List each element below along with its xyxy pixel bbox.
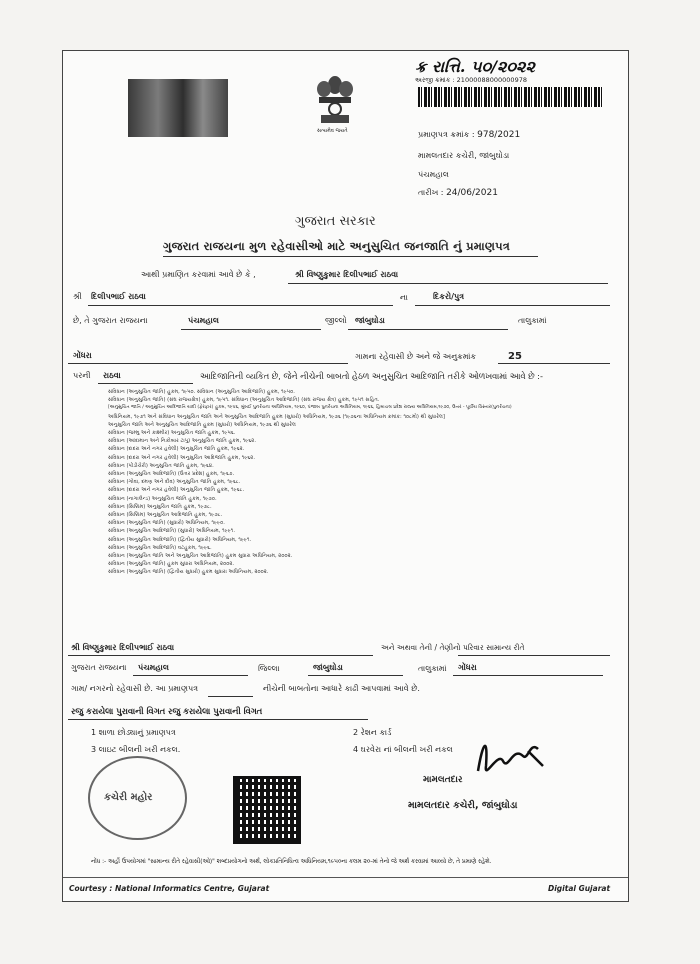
- state-text-2: ગુજરાત રાજયના: [71, 663, 127, 672]
- na-label: ના: [400, 293, 408, 302]
- issue-date: 24/06/2021: [446, 188, 498, 198]
- gov-title: ગુજરાત સરકાર: [295, 214, 376, 229]
- order-item: [અનુસુચિત જાતિ / અનુસુચિત આદિજાતિ યાદી (ફેરફાર) હુકમ, ૧૯૫૬, મુંબઈ પુનર્રચના અધિનિયમ, ૧૯૬૦, પંજાબ પુનર્રચના અધિનિયમ, ૧૯૬૬, હિમાચલ પ્રદેશ રાજ્ય અધિનિયમ,૧૯૭૦, ઉત્તર - પૂર્વીય વિસ્તાર(પુનર્રચના): [108, 405, 512, 411]
- evidence-item: 4 ઘરવેરા નાં બીલની ખરી નકલ: [353, 745, 453, 754]
- barcode: [418, 87, 603, 107]
- order-item: સંવિધાન (આંદામાન અને નિકોબાર ટાપુ) અનુસુચિત જાતિ હુકમ, ૧૯૬૨.: [108, 438, 256, 445]
- order-item: અનુસુચિત જાતિ અને અનુસુચિત આદિજાતિ હુકમ (સુધારો) અધિનિયમ, ૧૯૭૬ થી સુધારેલ: [108, 421, 296, 428]
- order-item: સંવિધાન (અનુસુચિત આદિજાતિ) (દ્વિતીય સુધારો) અધિનિયમ, ૧૯૯૧.: [108, 536, 252, 543]
- order-item: સંવિધાન (ગોવા, દમણ અને દીવ) અનુસુચિત જાતિ હુકમ, ૧૯૬૮.: [108, 479, 241, 486]
- tribe-text: આદિજાતિની વ્યકિત છે, જેને નીચેની બાબતો હેઠળ અનુસુચિત આદિજાતિ તરીકે ઓળખવામાં આવે છે :-: [200, 371, 543, 381]
- district-value-2: પંચમહાલ: [138, 663, 169, 672]
- signature: [468, 731, 558, 786]
- jillo-label: જીલ્લો: [325, 316, 347, 325]
- order-item: સંવિધાન (સિક્કિમ) અનુસુચિત જાતિ હુકમ, ૧૯૭૮.: [108, 503, 212, 510]
- evidence-item: 3 લાઇટ બીલની ખરી નકલ.: [91, 745, 181, 754]
- tribe: રાઠવા: [103, 371, 121, 380]
- order-item: સંવિધાન (અનુસુચિત જાતિ) (દ્વિતીય સુધારો) હુકમ સુધારા અધિનિયમ, ૨૦૦૨.: [108, 569, 269, 576]
- orders-list: [108, 388, 512, 577]
- evidence-heading: રજુ કરાયેલા પુરાવાની વિગત રજુ કરાયેલા પુરાવાની વિગત: [71, 706, 263, 716]
- issuing-district: પંચમહાલ: [418, 170, 449, 179]
- shri-label: શ્રી: [73, 292, 82, 301]
- order-item: સંવિધાન (અનુસુચિત આદિજાતિ) (ઉત્તર પ્રદેશ) હુકમ, ૧૯૬૭.: [108, 471, 235, 478]
- applicant-name: શ્રી વિષ્ણુકુમાર દિલીપભાઈ રાઠવા: [295, 270, 399, 279]
- order-item: સંવિધાન (નાગાલેન્ડ) અનુસુચિત જાતિ હુકમ, ૧૯૭૦.: [108, 495, 217, 502]
- barcode-label: અરજી ક્રમાંક : 21000088000000978: [415, 76, 527, 84]
- village: ગોંધરા: [73, 351, 92, 360]
- issued-text: નીચેની બાબતોના આધારે કાઢી આપવામાં આવે છે.: [263, 684, 420, 693]
- signatory-office: મામલતદાર કચેરી, જાંબુઘોડા: [408, 800, 518, 811]
- order-item: સંવિધાન (અનુસુચિત જાતિ) હુકમ, ૧૯૫૦. સંવિધાન (અનુસુચિત આદિજાતિ) હુકમ, ૧૯૫૦.: [108, 389, 295, 395]
- order-item: સંવિધાન (અનુસુચિત જાતિ) (સંઘ રાજયક્ષેત્ર) હુકમ, ૧૯૫૧. સંવિધાન (અનુસુચિત આદિજાતિ) (સંઘ રાજય ક્ષેત્ર) હુકમ, ૧૯૫૧ સહિત.: [108, 397, 380, 404]
- order-item: સંવિધાન (પોંડીચેરી) અનુસુચિત જાતિ હુકમ, ૧૯૬૪.: [108, 462, 214, 469]
- courtesy-text: Courtesy : National Informatics Centre, Gujarat: [69, 884, 270, 893]
- seal-text: કચેરી મહોર: [104, 792, 153, 803]
- order-item: સંવિધાન (દાદરા અને નગર હવેલી) અનુસુચિત આદિજાતિ હુકમ, ૧૯૬૨.: [108, 454, 255, 461]
- order-item: સંવિધાન (અનુસુચિત આદિજાતિ) (સુધારો) અધિનિયમ, ૧૯૯૧.: [108, 528, 235, 535]
- certificate-no: 978/2021: [477, 130, 521, 140]
- date-label: તારીખ :: [418, 188, 444, 197]
- certificate-subtitle: ગુજરાત રાજયના મુળ રહેવાસીઓ માટે અનુસુચિત જનજાતિ નું પ્રમાણપત્ર: [163, 239, 511, 253]
- relation: દિકરો/પુત્ર: [433, 292, 465, 301]
- order-item: સંવિધાન (અનુસુચિત જાતિ) હુકમ સુધારા અધિનિયમ, ૨૦૦૨.: [108, 561, 235, 568]
- digital-gujarat-brand: Digital Gujarat: [548, 884, 611, 893]
- evidence-item: 2 રેશન કાર્ડ: [353, 728, 392, 737]
- emblem-icon: [313, 73, 357, 135]
- order-item: સંવિધાન (દાદરા અને નગર હવેલી) અનુસુચિત જાતિ હુકમ, ૧૯૬૨.: [108, 446, 245, 453]
- certify-text: આથી પ્રમાણિત કરવામાં આવે છે કે ,: [141, 270, 256, 279]
- resident-text: ગામના રહેવાસી છે અને જે અનુક્રમાંક: [355, 352, 477, 361]
- qr-code[interactable]: [233, 776, 301, 844]
- taluka-value-2: જાંબુઘોડા: [313, 663, 343, 672]
- parni-label: પરની: [73, 371, 91, 380]
- serial-number: 25: [508, 351, 522, 362]
- village-text: ગામ/ નગરનો રહેવાસી છે. આ પ્રમાણપત્ર: [71, 684, 199, 693]
- taluka-label-2: તાલુકામાં: [418, 664, 447, 673]
- order-item: સંવિધાન (અનુસુચિત જાતિ અને અનુસુચિત આદિજાતિ) હુકમ સુધારા અધિનિયમ, ૨૦૦૨.: [108, 553, 293, 560]
- signatory-title: મામલતદાર: [423, 775, 463, 785]
- issuing-office: મામલતદાર કચેરી, જાંબુઘોડા: [418, 151, 510, 160]
- emblem-caption: સત્યમેવ જયતે: [317, 128, 348, 134]
- handwritten-reference: ક્ર રાત્તિ. ૫૦/૨૦૨૨: [415, 57, 535, 76]
- state-text: છે, તે ગુજરાત રાજયના: [73, 316, 148, 325]
- evidence-item: 1 શાળા છોડ્યાનું પ્રમાણપત્ર: [91, 728, 176, 737]
- village-2: ગોંધરા: [458, 663, 477, 672]
- order-item: સંવિધાન (અનુસુચિત જાતિ) (સુધારો) અધિનિયમ, ૧૯૯૦.: [108, 520, 225, 527]
- footer-note: નોંધ :- અહીં ઉપયોગમાં "સામાન્ય રીતે રહેવાસી(ઓ)" શબ્દપ્રયોગનો અર્થ, લોકપ્રતિનિધિત્વ અધિનિયમ,૧૯૫૦ના કલમ ૨૦-માં તેનો જે અર્થ કરવામાં આવ્યો છે, તે પ્રમાણે રહેશે.: [91, 859, 492, 865]
- certificate-sheet: [62, 50, 629, 902]
- family-text: અને અથવા તેની / તેણીનો પરિવાર સામાન્ય રીતે: [381, 643, 525, 652]
- taluka-value: જાંબુઘોડા: [355, 316, 385, 325]
- order-item: સંવિધાન (દાદરા અને નગર હવેલી) અનુસુચિત જાતિ હુકમ, ૧૯૬૮.: [108, 487, 245, 494]
- certificate-no-label: પ્રમાણપત્ર ક્રમાંક :: [418, 130, 475, 139]
- jillo-label-2: જિલ્લા: [258, 664, 280, 673]
- order-item: સંવિધાન (જમ્મુ અને કાશ્મીર) અનુસુચિત જાતિ હુકમ, ૧૯૫૬.: [108, 430, 236, 437]
- office-seal: [88, 756, 187, 840]
- order-item: અધિનિયમ, ૧૯૭૧ અને સંવિધાન અનુસુચિત જાતિ અને અનુસુચિત આદિજાતિ હુકમ (સુધારો) અધિનિયમ, ૧૯૭૬ (૧૯૭૬ના અધિનિયમ ક્રમાંક: ૧૦૮મો) થી સુધારેલ]: [108, 413, 445, 420]
- applicant-name-2: શ્રી વિષ્ણુકુમાર દિલીપભાઈ રાઠવા: [71, 643, 175, 652]
- applicant-photo: [128, 79, 228, 137]
- order-item: સંવિધાન (સિક્કિમ) અનુસુચિત આદિજાતિ હુકમ, ૧૯૭૮.: [108, 512, 223, 519]
- father-name: દિલીપભાઈ રાઠવા: [91, 292, 146, 301]
- district-value: પંચમહાલ: [188, 316, 219, 325]
- taluka-label: તાલુકામાં: [518, 316, 547, 325]
- order-item: સંવિધાન (અનુસુચિત આદિજાતિ) વટહુકમ, ૧૯૯૬.: [108, 544, 212, 551]
